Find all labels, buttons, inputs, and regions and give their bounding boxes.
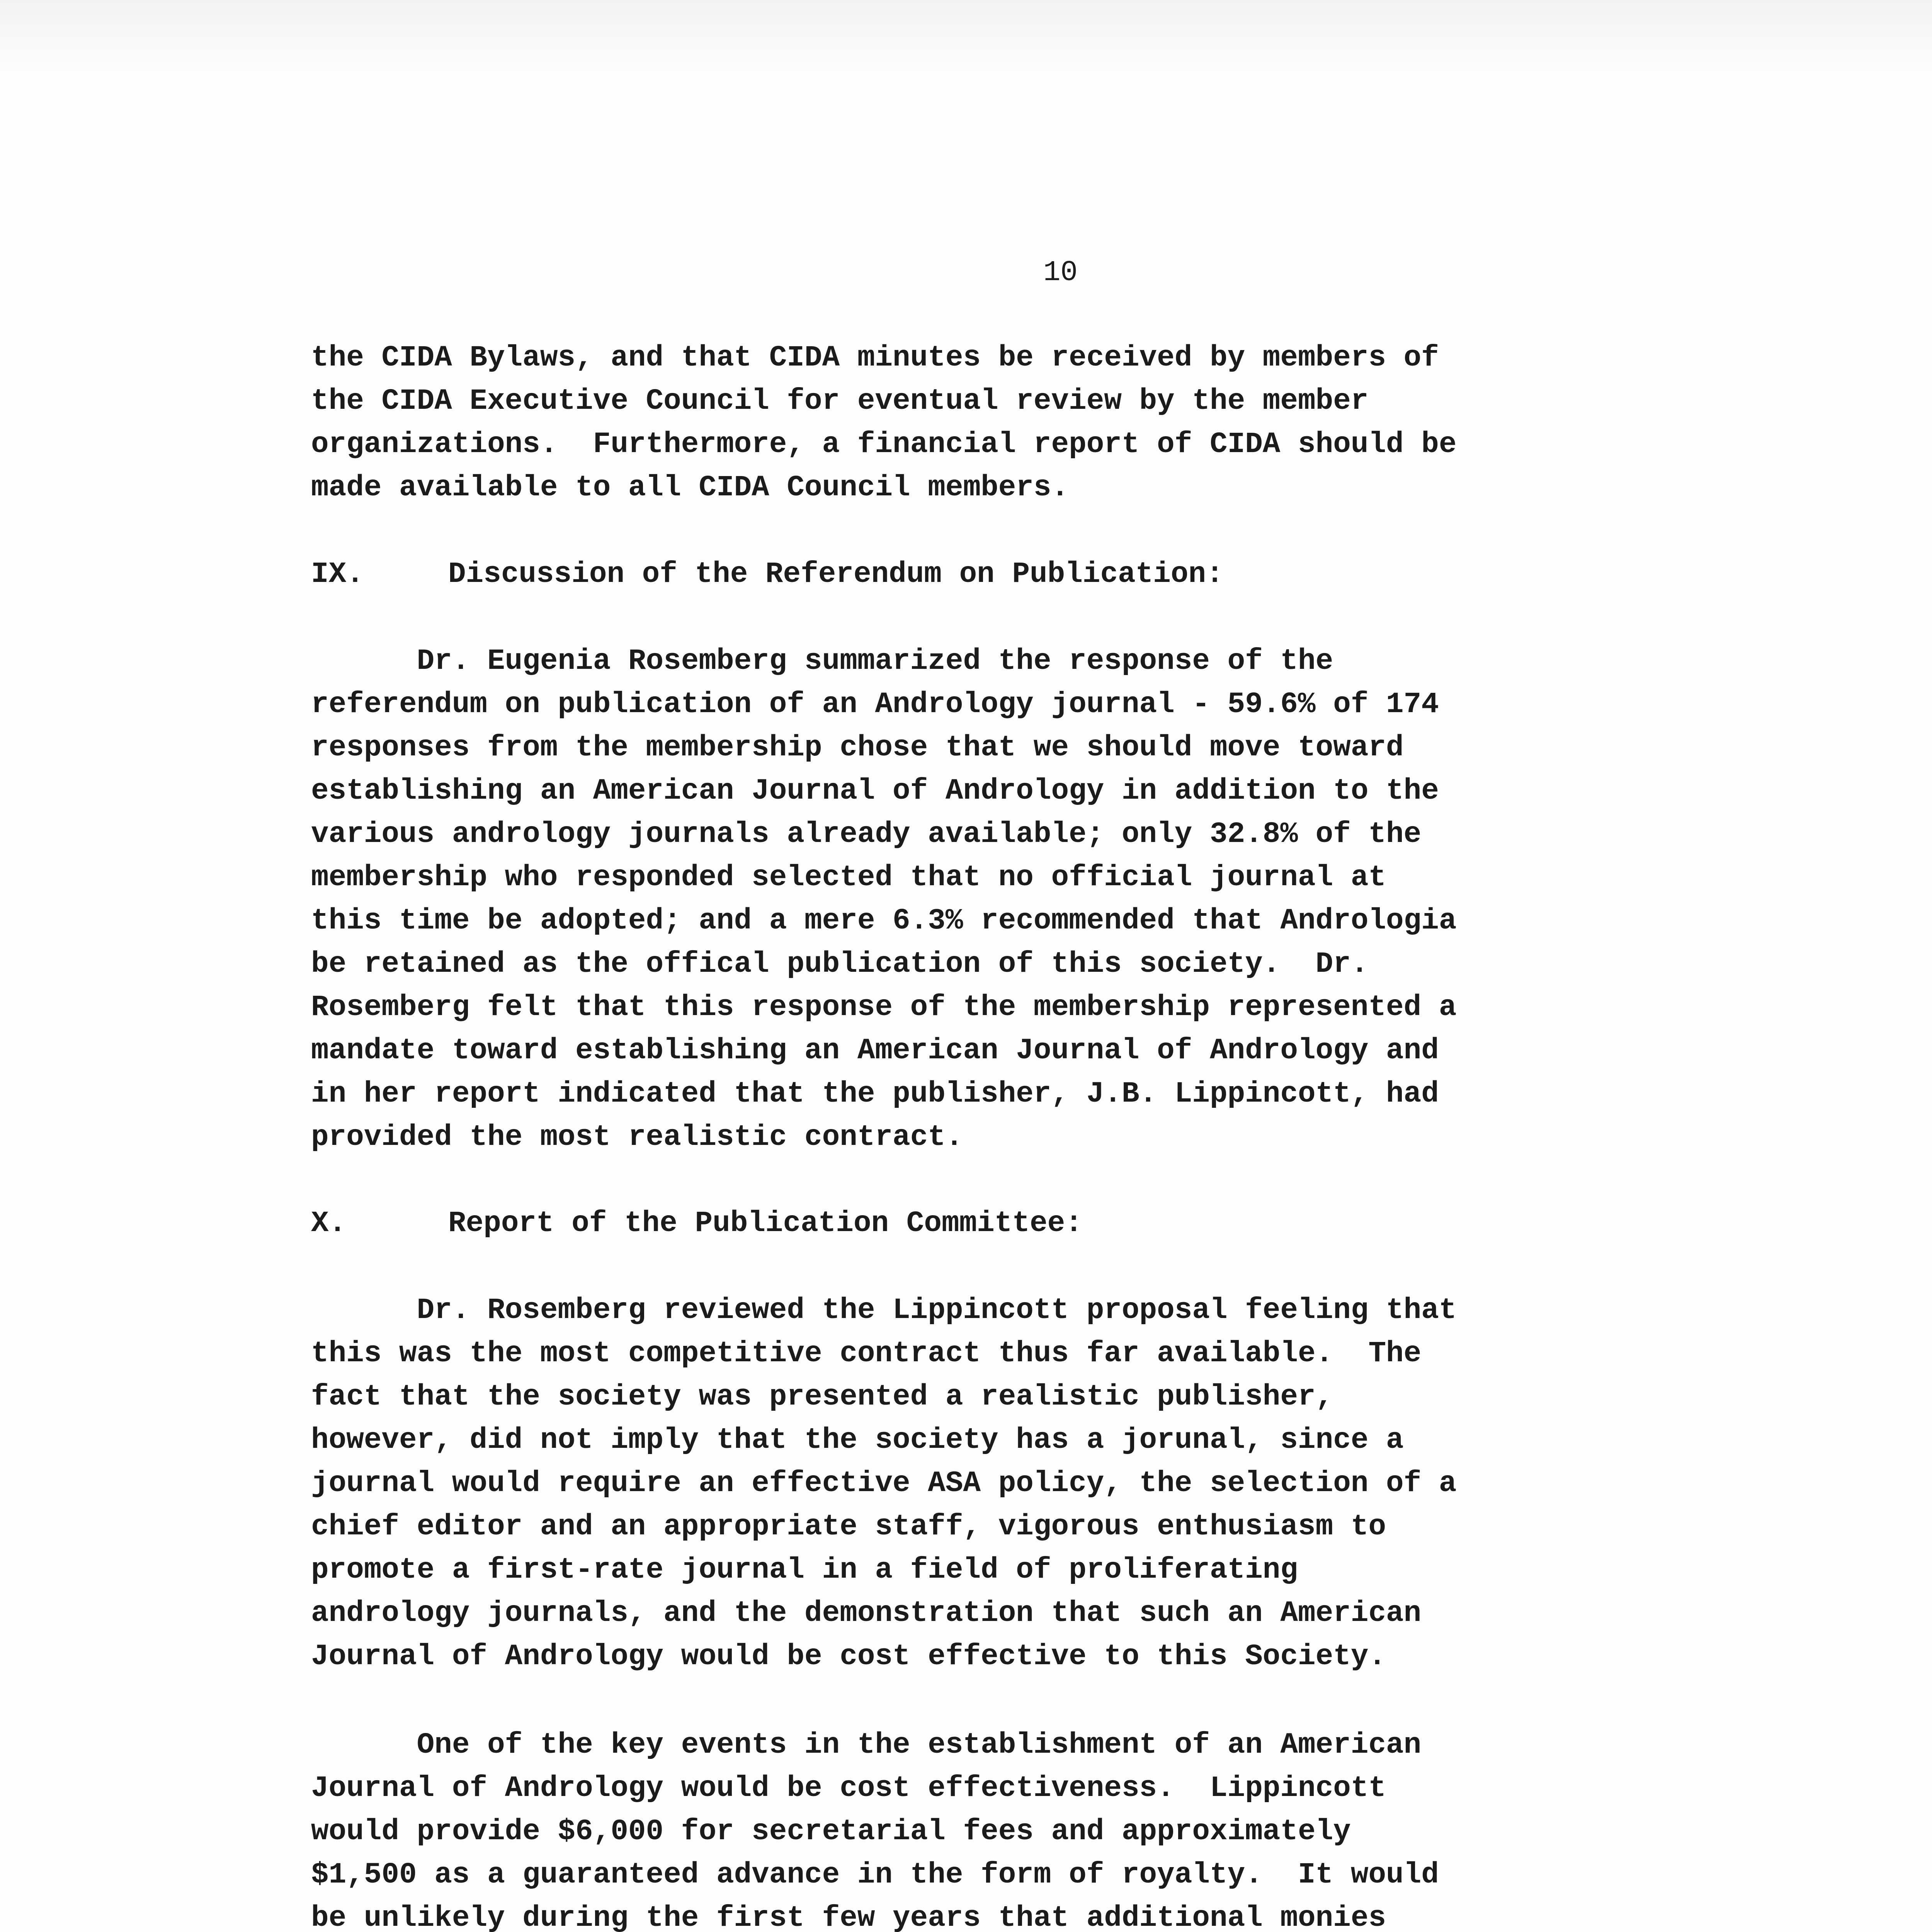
page-top-shadow	[0, 0, 1932, 73]
section-ix-title: Discussion of the Referendum on Publication:	[448, 558, 1224, 591]
section-x-p2-line: be unlikely during the first few years that additional monies	[311, 1901, 1386, 1932]
page-number: 10	[1043, 257, 1078, 289]
section-x-p2-line: Journal of Andrology would be cost effectiveness. Lippincott	[311, 1772, 1386, 1805]
section-x-p1-line: Dr. Rosemberg reviewed the Lippincott proposal feeling that	[311, 1294, 1457, 1327]
section-x-p1-line: journal would require an effective ASA policy, the selection of a	[311, 1467, 1457, 1500]
section-ix-line: Rosemberg felt that this response of the membership represented a	[311, 991, 1457, 1024]
section-x-p1-line: this was the most competitive contract thus far available. The	[311, 1337, 1422, 1370]
section-x-p1-line: Journal of Andrology would be cost effective to this Society.	[311, 1640, 1386, 1673]
section-ix-number: IX.	[311, 558, 364, 591]
section-x-p2-line: would provide $6,000 for secretarial fees and approximately	[311, 1815, 1351, 1848]
continuation-line: the CIDA Bylaws, and that CIDA minutes be received by members of	[311, 341, 1439, 374]
section-ix-line: in her report indicated that the publisher, J.B. Lippincott, had	[311, 1077, 1439, 1111]
section-x-p1-line: fact that the society was presented a realistic publisher,	[311, 1380, 1333, 1413]
section-x-p1-line: promote a first-rate journal in a field of proliferating	[311, 1553, 1298, 1587]
section-x-p2-line: One of the key events in the establishment of an American	[311, 1728, 1422, 1762]
continuation-line: made available to all CIDA Council members.	[311, 471, 1069, 504]
section-x-p1-line: andrology journals, and the demonstration that such an American	[311, 1597, 1422, 1630]
section-ix-line: this time be adopted; and a mere 6.3% recommended that Andrologia	[311, 904, 1457, 937]
section-ix-heading	[311, 553, 1224, 596]
section-ix-line: provided the most realistic contract.	[311, 1121, 963, 1154]
section-ix-line: be retained as the offical publication of this society. Dr.	[311, 947, 1369, 981]
section-ix-line: various andrology journals already available; only 32.8% of the	[311, 818, 1422, 851]
section-ix-line: responses from the membership chose that we should move toward	[311, 731, 1404, 764]
section-x-heading	[311, 1202, 1083, 1245]
continuation-line: organizations. Furthermore, a financial report of CIDA should be	[311, 428, 1457, 461]
section-x-number: X.	[311, 1207, 347, 1240]
section-ix-line: referendum on publication of an Andrology journal - 59.6% of 174	[311, 688, 1439, 721]
continuation-line: the CIDA Executive Council for eventual review by the member	[311, 384, 1369, 418]
section-x-p1-line: chief editor and an appropriate staff, vigorous enthusiasm to	[311, 1510, 1386, 1543]
section-ix-line: Dr. Eugenia Rosemberg summarized the response of the	[311, 645, 1333, 678]
section-x-p2-line: $1,500 as a guaranteed advance in the form of royalty. It would	[311, 1858, 1439, 1891]
section-x-p1-line: however, did not imply that the society has a jorunal, since a	[311, 1423, 1404, 1457]
section-ix-line: mandate toward establishing an American Journal of Andrology and	[311, 1034, 1439, 1067]
section-x-title: Report of the Publication Committee:	[448, 1207, 1083, 1240]
section-ix-line: establishing an American Journal of Andrology in addition to the	[311, 774, 1439, 808]
section-ix-line: membership who responded selected that no official journal at	[311, 861, 1386, 894]
